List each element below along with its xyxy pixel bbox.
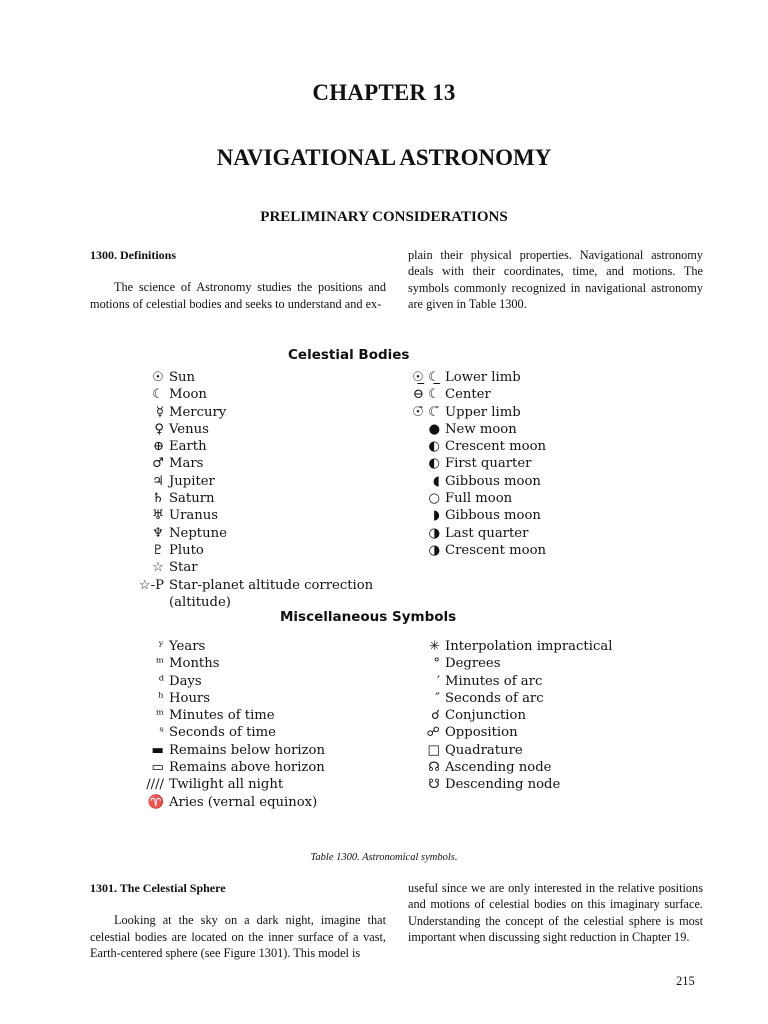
misc-symbol-row [130,655,325,672]
misc-symbol-row [130,707,325,724]
celestial-symbol-row [404,473,546,490]
symbol-label: Full moon [445,491,513,507]
misc-symbol-row [130,690,325,707]
symbol-label: Twilight all night [169,777,284,793]
misc-symbol-row [404,776,612,793]
section-heading: PRELIMINARY CONSIDERATIONS [260,209,508,225]
page-number: 215 [676,974,695,988]
symbol-glyph: ⊕ [152,439,164,455]
celestial-symbol-row [130,542,407,559]
misc-symbol-row [130,742,325,759]
symbol-glyph: ♆ [152,525,164,541]
celestial-symbol-row [130,473,407,490]
symbol-label: Interpolation impractical [445,639,613,654]
celestial-symbol-row [130,507,407,524]
symbol-label: Aries (vernal equinox) [169,794,318,810]
celestial-bodies-list-left [130,369,407,611]
symbol-label: Hours [169,690,211,706]
symbol-label: Degrees [445,656,501,672]
symbol-label: Remains below horizon [169,742,325,758]
symbol-glyph: ♄ [152,491,164,507]
subsection-heading-1300: 1300. Definitions [90,248,177,262]
column-right-1301 [408,880,703,945]
symbol-label: Seconds of arc [445,690,544,706]
misc-symbol-row [404,759,612,776]
symbol-glyph: ˢ [159,725,164,741]
symbol-label: Quadrature [445,742,523,758]
symbol-glyph: ☉ [152,370,164,385]
symbol-glyph: ♀ [154,421,164,437]
misc-symbol-row [404,638,612,655]
symbol-label: Crescent moon [445,439,547,455]
symbol-glyph: ● [428,421,440,437]
symbol-glyph: ☍ [426,725,440,741]
column-right-1300 [408,247,703,312]
symbol-glyph: ♂ [152,456,164,472]
celestial-symbol-row [130,455,407,472]
symbol-label: Crescent moon [445,542,547,558]
celestial-symbol-row [404,542,546,559]
symbol-label: New moon [445,421,517,437]
symbol-label: Minutes of time [169,708,275,724]
celestial-symbol-row [130,559,407,576]
column-left-1301 [90,880,386,961]
celestial-symbol-row [130,386,407,403]
symbol-label: Months [169,656,220,672]
symbol-glyph: ☊ [428,760,440,776]
symbol-label: Descending node [445,777,561,793]
celestial-symbol-row [404,438,546,455]
symbol-glyph: ♃ [152,473,164,489]
column-left-1300 [90,247,386,312]
symbol-glyph: ☆-P [138,577,164,593]
symbol-glyph: ⊖ ☾ [412,387,440,403]
symbol-label: Conjunction [445,708,526,724]
table-caption: Table 1300. Astronomical symbols. [310,852,458,863]
symbol-label: Venus [169,421,209,437]
celestial-symbol-row [404,404,546,421]
celestial-bodies-title: Celestial Bodies [288,347,410,363]
symbol-glyph: ✳ [428,639,440,654]
symbol-label: Upper limb [445,404,521,420]
symbol-glyph: ♈ [147,794,164,810]
celestial-symbol-row [404,507,546,524]
subsection-heading-1301: 1301. The Celestial Sphere [90,881,226,895]
misc-symbol-row [130,776,325,793]
symbol-glyph: ☌ [431,708,440,724]
celestial-symbol-row [130,577,407,612]
celestial-symbol-row [130,490,407,507]
symbol-label: Years [169,639,206,654]
misc-symbol-row [130,673,325,690]
paragraph-1301-left: Looking at the sky on a dark night, imagine that celestial bodies are located on the inner surface of a vast, Earth-centered sphere (see Figure 1301). This model is [90,913,386,960]
symbol-label: Center [445,387,491,403]
symbol-glyph: ʸ [158,639,164,654]
symbol-label: Last quarter [445,525,529,541]
celestial-bodies-list-right [404,369,546,559]
symbol-label: Ascending node [445,760,552,776]
symbol-label: Uranus [169,508,219,524]
celestial-symbol-row [130,525,407,542]
symbol-label: Seconds of time [169,725,276,741]
symbol-label: Pluto [169,542,204,558]
symbol-label: First quarter [445,456,532,472]
symbol-label: Star-planet altitude correction (altitude) [169,577,374,610]
celestial-symbol-row [404,386,546,403]
symbol-glyph: ◖ [433,473,440,489]
symbol-glyph: □ [427,742,440,758]
symbol-glyph: ◗ [433,508,440,524]
symbol-label: Gibbous moon [445,508,541,524]
celestial-symbol-row [130,369,407,386]
symbol-glyph: ☉̄ ☾̄ [412,404,440,420]
misc-symbol-row [130,794,325,811]
misc-symbol-row [404,707,612,724]
symbol-glyph: ◐ [428,456,440,472]
symbol-label: Minutes of arc [445,673,543,689]
paragraph-1301-right: useful since we are only interested in the relative positions and motions of celestial bodies on this imaginary surface. Understanding the concept of the celestial sphere is most important when discussing sight reduction in Chapter 19. [408,881,703,944]
symbol-glyph: ᵐ [155,656,164,672]
misc-symbol-row [404,673,612,690]
paragraph-1300-right: plain their physical properties. Navigational astronomy deals with their coordinates, time, and motions. The symbols commonly recognized in navigational astronomy are given in Table 1300. [408,248,703,311]
symbol-label: Remains above horizon [169,760,325,776]
symbol-glyph: ° [433,656,440,672]
symbol-glyph: ▭ [151,760,164,776]
misc-symbols-title: Miscellaneous Symbols [280,609,457,625]
misc-symbol-row [404,690,612,707]
misc-symbol-row [130,759,325,776]
symbol-label: Star [169,560,198,576]
symbol-glyph: ◑ [428,542,440,558]
symbol-glyph: ◑ [428,525,440,541]
celestial-symbol-row [404,421,546,438]
symbol-label: Gibbous moon [445,473,541,489]
misc-symbol-row [404,655,612,672]
chapter-title: NAVIGATIONAL ASTRONOMY [216,145,552,170]
misc-symbol-row [404,742,612,759]
symbol-glyph: ◐ [428,439,440,455]
symbol-label: Moon [169,387,207,403]
misc-symbol-row [404,724,612,741]
symbol-glyph: ☆ [152,560,164,576]
celestial-symbol-row [404,490,546,507]
celestial-symbol-row [404,455,546,472]
symbol-label: Days [169,673,202,689]
symbol-label: Saturn [169,491,215,507]
symbol-label: Sun [169,370,196,385]
chapter-number: CHAPTER 13 [312,80,456,105]
symbol-label: Earth [169,439,207,455]
symbol-glyph: //// [146,777,164,793]
misc-symbol-row [130,724,325,741]
symbol-label: Mars [169,456,204,472]
symbol-label: Neptune [169,525,227,541]
symbol-label: Mercury [169,404,227,420]
symbol-glyph: ᵐ [155,708,164,724]
symbol-glyph: ″ [435,690,440,706]
celestial-symbol-row [130,404,407,421]
celestial-symbol-row [404,369,546,386]
symbol-label: Opposition [445,725,518,741]
misc-symbol-row [130,638,325,655]
symbol-label: Jupiter [169,473,215,489]
symbol-glyph: ′ [437,673,440,689]
symbol-glyph: ☾ [152,387,164,403]
celestial-symbol-row [130,421,407,438]
symbol-glyph: ○ [428,491,440,507]
misc-symbols-list-left [130,638,325,811]
symbol-glyph: ᵈ [158,673,164,689]
celestial-symbol-row [130,438,407,455]
paragraph-1300-left: The science of Astronomy studies the positions and motions of celestial bodies and seeks to understand and ex- [90,280,386,311]
symbol-glyph: ☿ [155,404,164,420]
symbol-label: Lower limb [445,370,521,385]
symbol-glyph: ʰ [158,690,164,706]
symbol-glyph: ▬ [151,742,164,758]
symbol-glyph: ☋ [428,777,440,793]
symbol-glyph: ♇ [152,542,164,558]
misc-symbols-list-right [404,638,612,794]
symbol-glyph: ☉̲ ☾̲ [412,370,440,385]
symbol-glyph: ♅ [152,508,164,524]
celestial-symbol-row [404,525,546,542]
